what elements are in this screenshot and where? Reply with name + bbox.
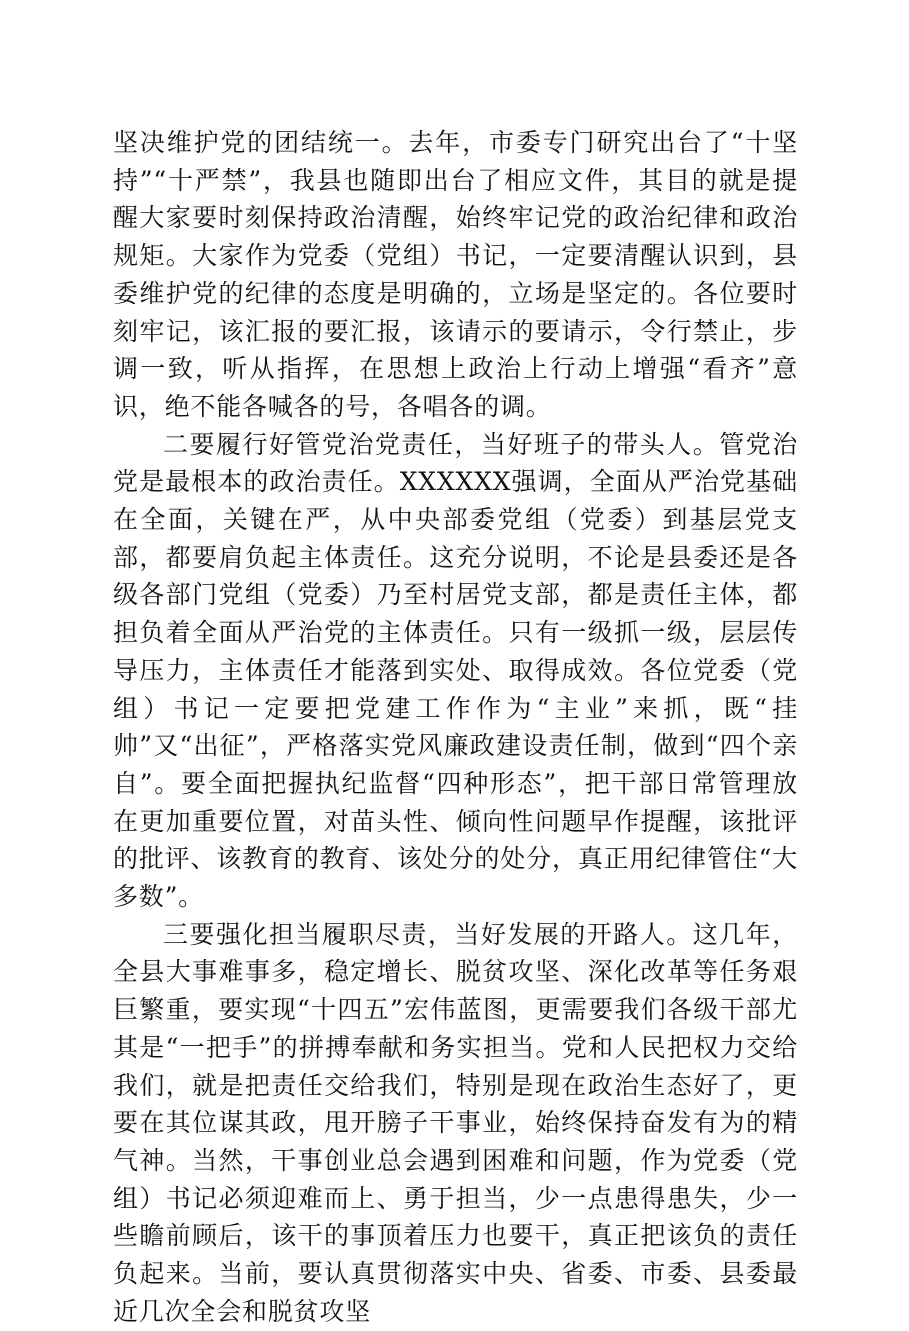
document-body (113, 124, 798, 1331)
paragraph-responsibility-development: 三要强化担当履职尽责，当好发展的开路人。这几年，全县大事难事多，稳定增长、脱贫攻坚、深化改革等任务艰巨繁重，要实现“十四五”宏伟蓝图，更需要我们各级干部尤其是“一把手”的拼搏奉献和务实担当。党和人民把权力交给我们，就是把责任交给我们，特别是现在政治生态好了，更要在其位谋其政，甩开膀子干事业，始终保持奋发有为的精气神。当然，干事创业总会遇到困难和问题，作为党委（党组）书记必须迎难而上、勇于担当，少一点患得患失，少一些瞻前顾后，该干的事顶着压力也要干，真正把该负的责任负起来。当前，要认真贯彻落实中央、省委、市委、县委最近几次全会和脱贫攻坚 (113, 919, 798, 1326)
paragraph-duty-party-governance: 二要履行好管党治党责任，当好班子的带头人。管党治党是最根本的政治责任。XXXXXX强调，全面从严治党基础在全面，关键在严，从中央部委党组（党委）到基层党支部，都要肩负起主体责任。这充分说明，不论是县委还是各级各部门党组（党委）乃至村居党支部，都是责任主体，都担负着全面从严治党的主体责任。只有一级抓一级，层层传导压力，主体责任才能落到实处、取得成效。各位党委（党组）书记一定要把党建工作作为“主业”来抓，既“挂帅”又“出征”，严格落实党风廉政建设责任制，做到“四个亲自”。要全面把握执纪监督“四种形态”，把干部日常管理放在更加重要位置，对苗头性、倾向性问题早作提醒，该批评的批评、该教育的教育、该处分的处分，真正用纪律管住“大多数”。 (113, 429, 798, 912)
paragraph-continuation: 坚决维护党的团结统一。去年，市委专门研究出台了“十坚持”“十严禁”，我县也随即出台了相应文件，其目的就是提醒大家要时刻保持政治清醒，始终牢记党的政治纪律和政治规矩。大家作为党委（党组）书记，一定要清醒认识到，县委维护党的纪律的态度是明确的，立场是坚定的。各位要时刻牢记，该汇报的要汇报，该请示的要请示，令行禁止，步调一致，听从指挥，在思想上政治上行动上增强“看齐”意识，绝不能各喊各的号，各唱各的调。 (113, 128, 798, 421)
